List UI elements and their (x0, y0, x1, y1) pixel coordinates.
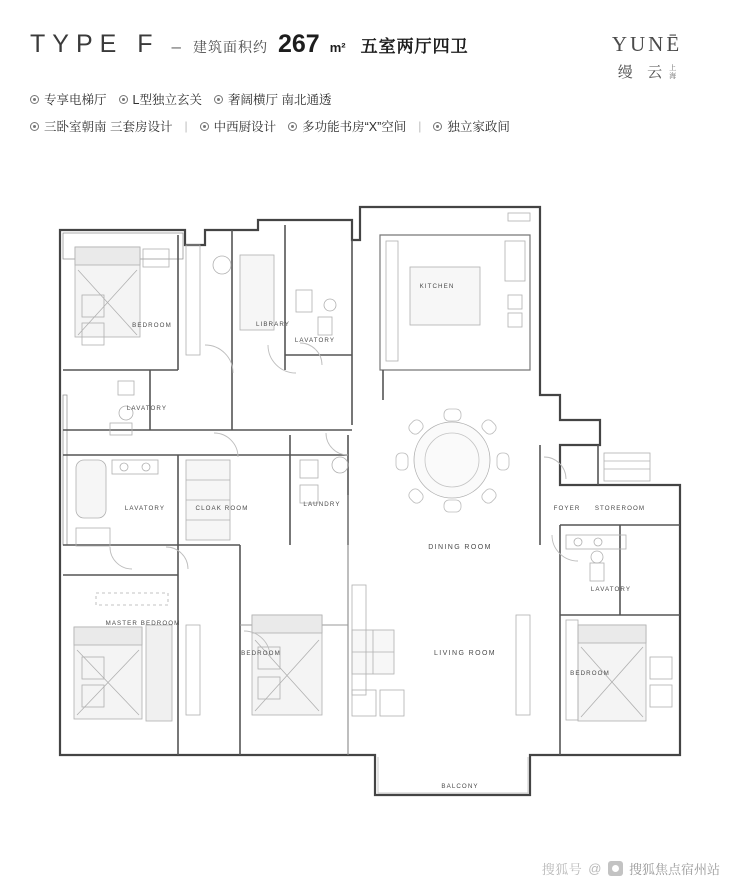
room-label: LAVATORY (590, 586, 632, 593)
brand-name-cn-wrap (582, 61, 712, 82)
bullet-icon (30, 95, 39, 104)
feature-item (200, 117, 277, 135)
feature-item (119, 90, 202, 108)
room-config-label: 五室两厅四卫 (360, 37, 469, 56)
watermark-at: @ (588, 861, 602, 876)
room-label: LAVATORY (126, 405, 168, 412)
feature-label: 独立家政间 (447, 120, 510, 134)
room-label: KITCHEN (419, 283, 455, 290)
brand-logo (582, 32, 712, 82)
room-label: MASTER BEDROOM (105, 620, 181, 627)
feature-label: L型独立玄关 (132, 93, 202, 107)
watermark-source-label: 搜狐号 (541, 862, 583, 877)
feature-label: 多功能书房“X”空间 (302, 120, 407, 134)
bullet-icon (119, 95, 128, 104)
room-label: BEDROOM (132, 322, 172, 329)
feature-divider: | (184, 119, 188, 133)
feature-item (288, 117, 406, 135)
bullet-icon (288, 122, 297, 131)
area-value: 267 (277, 30, 320, 58)
room-label: BEDROOM (241, 650, 281, 657)
feature-item (433, 117, 510, 135)
feature-label: 专享电梯厅 (44, 93, 107, 107)
bullet-icon (200, 122, 209, 131)
title-dash: – (171, 37, 181, 56)
bullet-icon (433, 122, 442, 131)
feature-divider: | (418, 119, 422, 133)
room-label: LIVING ROOM (433, 650, 497, 657)
plan-furniture (74, 213, 672, 721)
room-label: BALCONY (441, 783, 479, 790)
bullet-icon (30, 122, 39, 131)
watermark-account-name: 搜狐焦点宿州站 (628, 862, 720, 877)
room-label: BEDROOM (570, 670, 610, 677)
area-unit: m² (329, 40, 346, 55)
room-label: CLOAK ROOM (195, 505, 249, 512)
room-label: LIBRARY (255, 321, 291, 328)
plan-door-swings (110, 343, 578, 657)
area-prefix-label: 建筑面积约 (192, 39, 268, 55)
sohu-logo-icon (608, 861, 623, 876)
feature-label: 三卧室朝南 三套房设计 (44, 120, 173, 134)
feature-line-1 (30, 90, 630, 108)
room-label: STOREROOM (594, 505, 646, 512)
floorplan-drawing (0, 195, 740, 835)
room-label: LAVATORY (294, 337, 336, 344)
feature-list (30, 90, 630, 144)
brand-name-en: YUNĒ (611, 32, 683, 56)
watermark (542, 859, 720, 878)
brand-sub-top: 上 (669, 65, 677, 72)
bullet-icon (214, 95, 223, 104)
room-label: LAVATORY (124, 505, 166, 512)
page-title: TYPE F (30, 30, 160, 58)
room-label: LAUNDRY (303, 501, 341, 508)
room-label: DINING ROOM (428, 544, 492, 551)
feature-line-2 (30, 117, 630, 135)
feature-label: 中西厨设计 (213, 120, 277, 134)
feature-item (214, 90, 331, 108)
brand-sub-bottom: 海 (669, 73, 677, 80)
brand-sub-location (669, 65, 676, 81)
brand-name-cn: 缦 云 (617, 64, 668, 81)
room-label: FOYER (553, 505, 581, 512)
feature-label: 奢阔横厅 南北通透 (227, 93, 332, 107)
feature-item (30, 117, 172, 135)
feature-item (30, 90, 107, 108)
